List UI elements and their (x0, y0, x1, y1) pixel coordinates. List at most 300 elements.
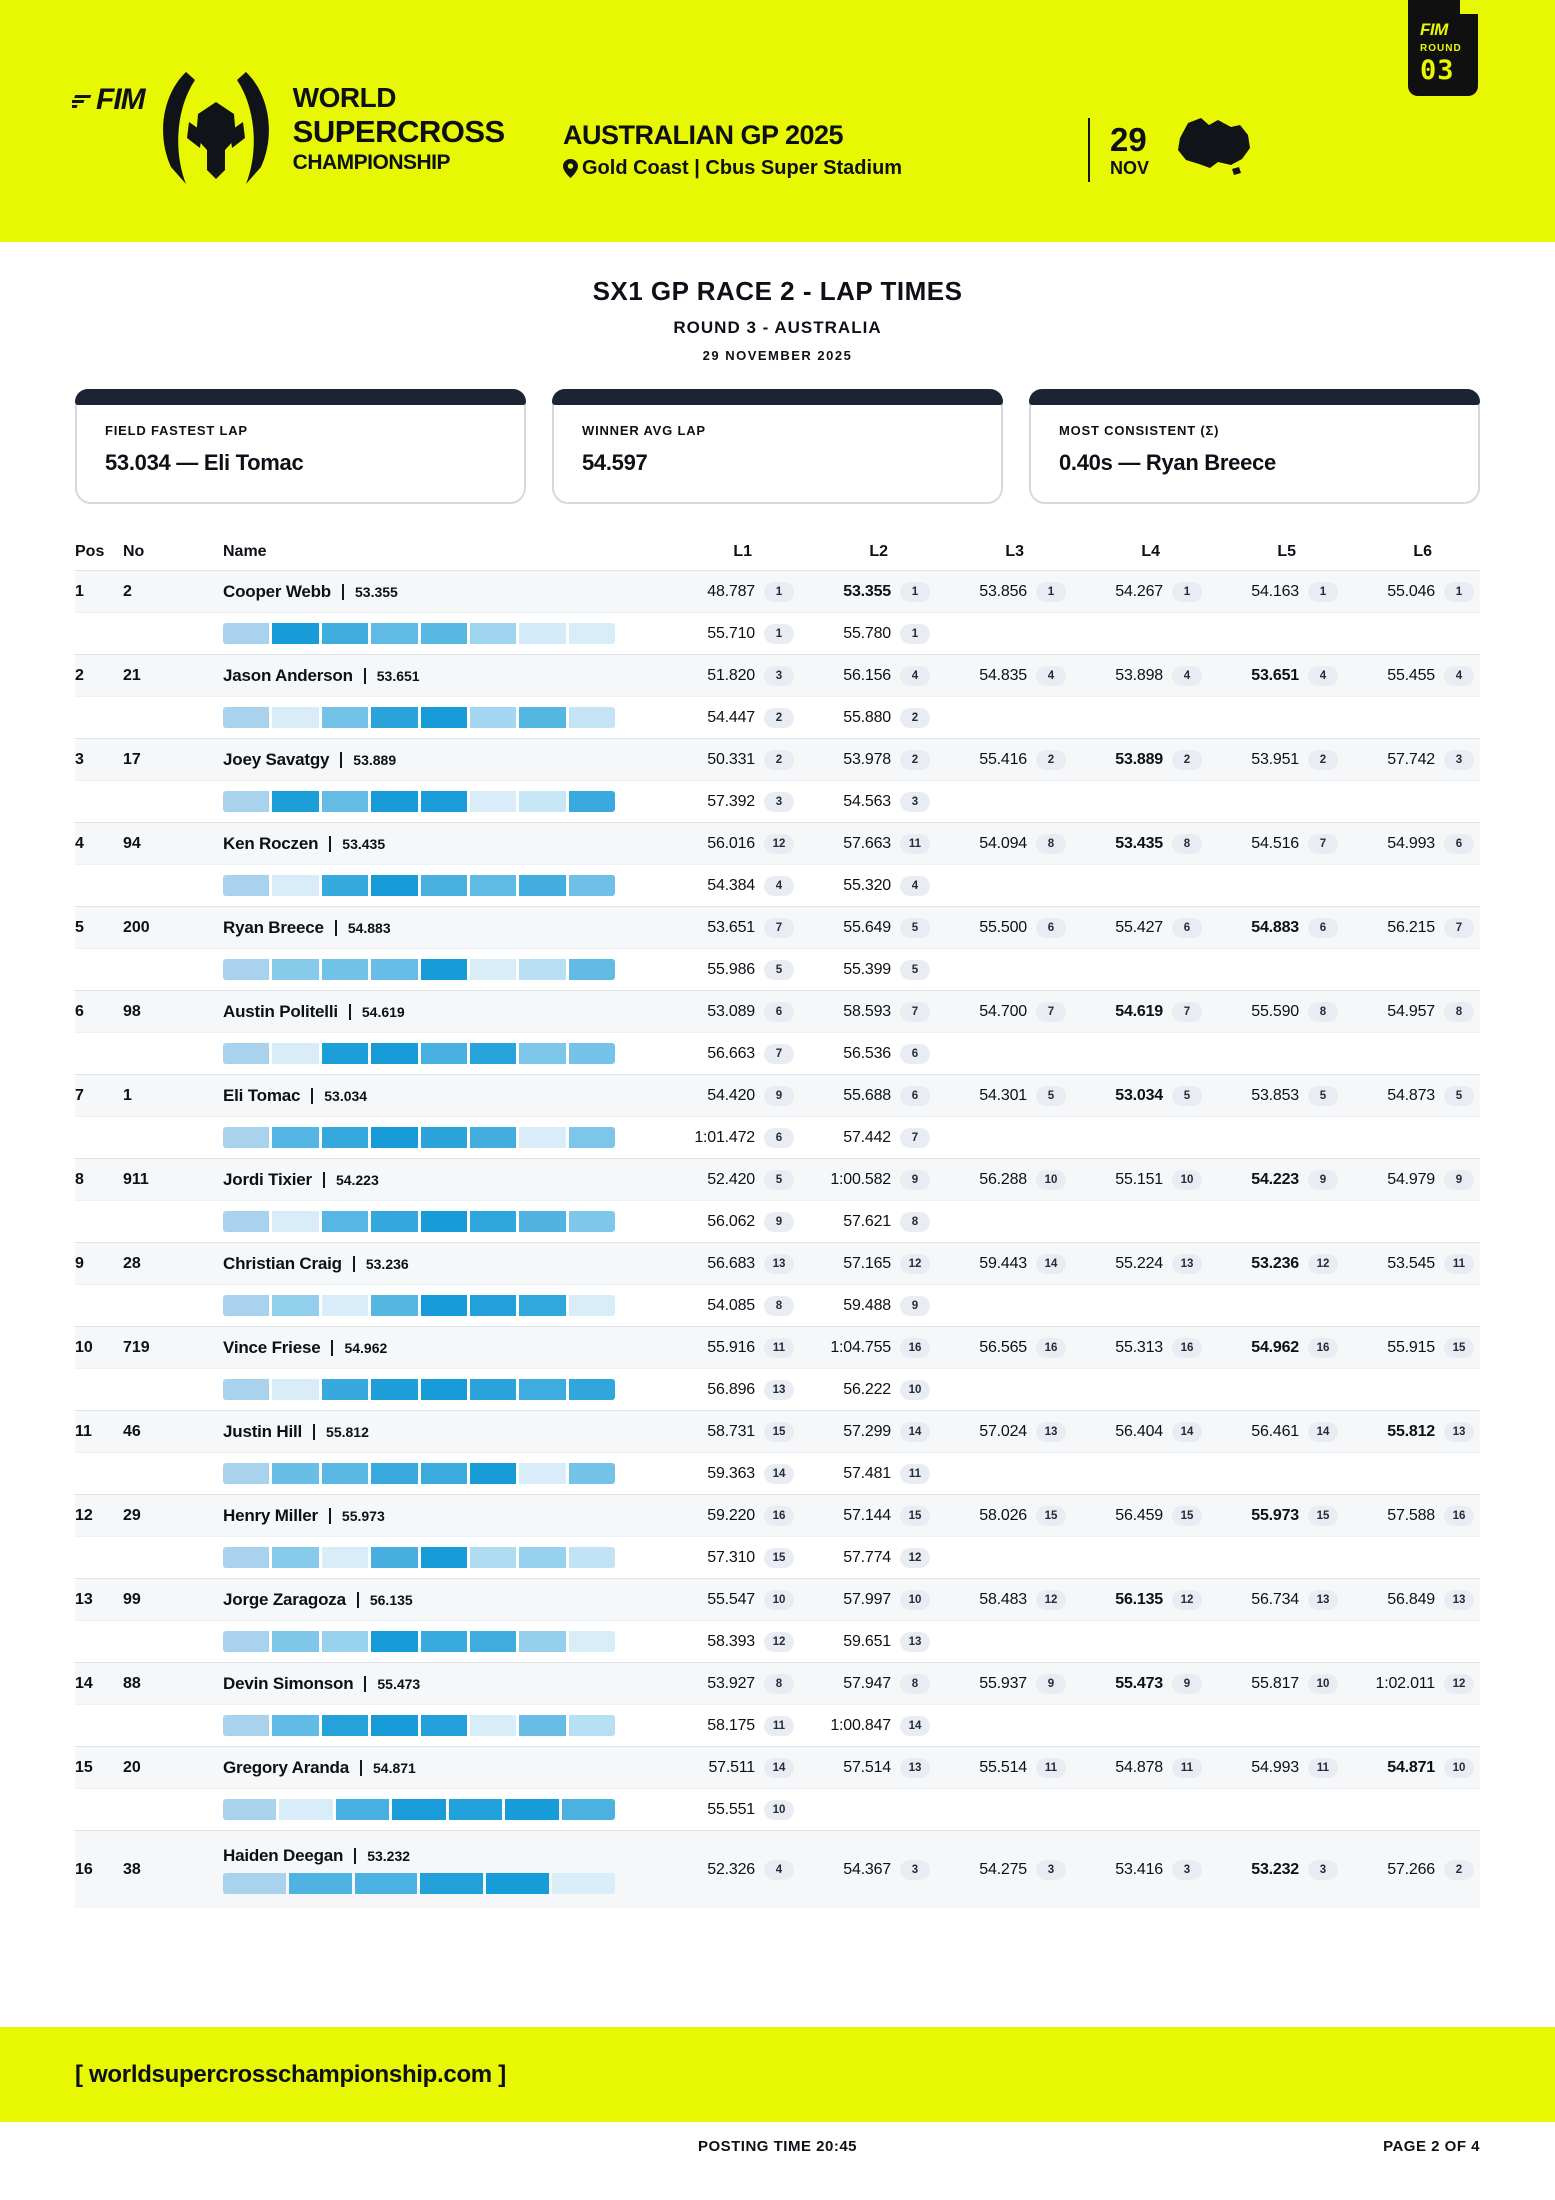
lap-time: 59.220 (707, 1506, 755, 1524)
lap-time: 54.516 (1251, 834, 1299, 852)
lap-cell (1072, 1590, 1208, 1610)
rider-name: Jordi Tixier (223, 1169, 312, 1189)
lap-time: 58.026 (979, 1506, 1027, 1524)
lap-time: 54.275 (979, 1860, 1027, 1878)
bar-segment (272, 1715, 318, 1736)
position-value: 12 (75, 1506, 93, 1524)
rank-badge: 11 (1036, 1758, 1066, 1778)
lap-time: 55.313 (1115, 1338, 1163, 1356)
rank-badge: 10 (900, 1380, 930, 1400)
lap-cell (1344, 1254, 1480, 1274)
bar-segment (519, 875, 565, 896)
lap-time: 56.222 (843, 1380, 891, 1398)
lap-time: 55.973 (1251, 1506, 1299, 1524)
position-value: 13 (75, 1590, 93, 1608)
lap-cell (1344, 1758, 1480, 1778)
bar-segment (322, 623, 368, 644)
rank-badge: 12 (900, 1254, 930, 1274)
bar-segment (371, 1715, 417, 1736)
col-header-l3: L3 (1005, 543, 1024, 560)
rank-badge: 11 (764, 1338, 794, 1358)
bar-segment (371, 1043, 417, 1064)
lap-cell (800, 1716, 936, 1736)
laptime-bar (223, 1799, 615, 1820)
bar-segment (371, 875, 417, 896)
rider-row (75, 906, 1480, 948)
bar-segment (322, 875, 368, 896)
lap-time: 56.016 (707, 834, 755, 852)
rank-badge: 13 (1036, 1422, 1066, 1442)
rank-badge: 7 (764, 1044, 794, 1064)
laptime-bar (223, 623, 615, 644)
lap-cell (800, 666, 936, 686)
lap-cell (1208, 666, 1344, 686)
lap-cell (1072, 1086, 1208, 1106)
rank-badge: 6 (764, 1002, 794, 1022)
rider-group (75, 738, 1480, 822)
rider-row (75, 822, 1480, 864)
date-day: 29 (1110, 121, 1147, 158)
lap-cell (936, 1338, 1072, 1358)
bar-segment (519, 1295, 565, 1316)
lap-cell (664, 1506, 800, 1526)
lap-cell (664, 1674, 800, 1694)
lap-time: 54.835 (979, 666, 1027, 684)
rank-badge: 2 (1444, 1860, 1474, 1880)
lap-cell (1344, 1422, 1480, 1442)
bar-cell (223, 1799, 664, 1820)
bar-segment (371, 707, 417, 728)
bar-segment (421, 875, 467, 896)
rider-name-wrap (223, 1846, 615, 1894)
bar-segment (421, 1379, 467, 1400)
rider-name: Haiden Deegan (223, 1845, 344, 1865)
lap-cell (1072, 1422, 1208, 1442)
bar-segment (569, 623, 615, 644)
rider-name-cell (223, 1002, 664, 1022)
rider-best-lap: 53.236 (365, 1255, 409, 1272)
lap-cell (664, 876, 800, 896)
position-value: 6 (75, 1002, 84, 1020)
lap-time: 1:00.847 (830, 1716, 891, 1734)
rank-badge: 10 (1036, 1170, 1066, 1190)
brand-line-3: CHAMPIONSHIP (292, 150, 451, 174)
rider-group (75, 1326, 1480, 1410)
lap-time: 55.916 (707, 1338, 755, 1356)
rider-best-lap: 53.651 (376, 667, 420, 684)
rider-name-cell (223, 1846, 664, 1894)
card-value: 0.40s — Ryan Breece (1059, 450, 1276, 475)
lap-cell (664, 582, 800, 602)
lap-cell (800, 1170, 936, 1190)
lap-time: 53.951 (1251, 750, 1299, 768)
position-value: 14 (75, 1674, 93, 1692)
lap-time: 55.151 (1115, 1170, 1163, 1188)
rider-name: Ken Roczen (223, 833, 319, 853)
extra-laps-row (75, 1620, 1480, 1662)
rider-name-cell (223, 1506, 664, 1526)
lap-time: 53.236 (1251, 1254, 1299, 1272)
laptime-bar (223, 1379, 615, 1400)
bar-segment (569, 1211, 615, 1232)
rank-badge: 11 (764, 1716, 794, 1736)
lap-cell (800, 1860, 936, 1880)
rank-badge: 10 (1444, 1758, 1474, 1778)
lap-cell (800, 918, 936, 938)
lap-cell (664, 792, 800, 812)
name-divider (329, 1508, 331, 1524)
brand-line-2: SUPERCROSS (292, 113, 505, 149)
bar-segment (421, 1295, 467, 1316)
rank-badge: 14 (900, 1422, 930, 1442)
rank-badge: 11 (1172, 1758, 1202, 1778)
rider-name: Eli Tomac (223, 1085, 301, 1105)
summary-cards (75, 389, 1480, 504)
table-header (75, 534, 1480, 570)
rider-group (75, 1242, 1480, 1326)
rank-badge: 2 (1308, 750, 1338, 770)
lap-time: 56.404 (1115, 1422, 1163, 1440)
lap-time: 55.547 (707, 1590, 755, 1608)
rider-group (75, 1578, 1480, 1662)
bar-segment (421, 1547, 467, 1568)
position-value: 2 (75, 666, 84, 684)
lap-time: 57.947 (843, 1674, 891, 1692)
fim-logo (72, 83, 145, 117)
bar-segment (371, 623, 417, 644)
extra-laps-row (75, 696, 1480, 738)
rider-name-cell (223, 1086, 664, 1106)
lap-cell (800, 1044, 936, 1064)
extra-laps-row (75, 612, 1480, 654)
lap-cell (936, 1422, 1072, 1442)
bar-segment (289, 1873, 352, 1894)
lap-cell (1208, 1170, 1344, 1190)
bar-segment (223, 1127, 269, 1148)
rider-best-lap: 53.889 (353, 751, 397, 768)
lap-cell (800, 1212, 936, 1232)
name-divider (364, 1676, 366, 1692)
rider-name-cell (223, 1170, 664, 1190)
card-label: WINNER AVG LAP (582, 423, 706, 438)
lap-cell (664, 624, 800, 644)
bar-segment (272, 1631, 318, 1652)
card-value: 53.034 — Eli Tomac (105, 450, 304, 475)
lap-cell (1344, 1590, 1480, 1610)
rank-badge: 10 (764, 1800, 794, 1820)
rank-badge: 8 (1308, 1002, 1338, 1022)
lap-cell (664, 666, 800, 686)
lap-cell (800, 960, 936, 980)
bar-segment (355, 1873, 418, 1894)
extra-laps-row (75, 1284, 1480, 1326)
rider-name: Justin Hill (223, 1421, 303, 1441)
rank-badge: 3 (1444, 750, 1474, 770)
laptime-bar (223, 1631, 615, 1652)
bar-segment (470, 875, 516, 896)
lap-time: 55.399 (843, 960, 891, 978)
lap-time: 53.856 (979, 582, 1027, 600)
lap-cell (800, 834, 936, 854)
date-month: NOV (1110, 158, 1150, 178)
laptime-bar (223, 959, 615, 980)
name-divider (335, 920, 337, 936)
bar-segment (519, 707, 565, 728)
col-header-l2: L2 (869, 543, 888, 560)
round-badge-number: 03 (1420, 55, 1455, 86)
footer-band (0, 2027, 1555, 2122)
lap-time: 57.392 (707, 792, 755, 810)
rank-badge: 13 (764, 1380, 794, 1400)
bar-segment (421, 1127, 467, 1148)
rank-badge: 13 (900, 1632, 930, 1652)
bar-segment (322, 1463, 368, 1484)
lap-cell (1072, 834, 1208, 854)
rank-badge: 4 (764, 1860, 794, 1880)
rank-badge: 5 (764, 1170, 794, 1190)
lap-cell (936, 918, 1072, 938)
bar-segment (569, 1463, 615, 1484)
bar-segment (486, 1873, 549, 1894)
lap-cell (800, 1758, 936, 1778)
rider-number: 2 (123, 582, 132, 600)
bar-segment (371, 1295, 417, 1316)
col-header-no: No (123, 543, 145, 560)
rider-name-cell (223, 1338, 664, 1358)
laptime-bar (223, 791, 615, 812)
bar-segment (421, 959, 467, 980)
rider-number: 21 (123, 666, 141, 684)
rider-name-line (223, 1846, 615, 1866)
footer (0, 2027, 1555, 2200)
lap-cell (1208, 1254, 1344, 1274)
lap-cell (664, 1002, 800, 1022)
name-divider (329, 836, 331, 852)
extra-laps-row (75, 1788, 1480, 1830)
bar-segment (421, 1043, 467, 1064)
bar-segment (223, 875, 269, 896)
lap-time: 53.232 (1251, 1860, 1299, 1878)
laptime-bar (223, 1715, 615, 1736)
rank-badge: 5 (900, 960, 930, 980)
rank-badge: 15 (1444, 1338, 1474, 1358)
date-divider (1088, 118, 1090, 182)
lap-time: 53.034 (1115, 1086, 1163, 1104)
lap-cell (936, 1860, 1072, 1880)
lap-time: 57.310 (707, 1548, 755, 1566)
rank-badge: 7 (1308, 834, 1338, 854)
name-divider (323, 1172, 325, 1188)
card-value: 54.597 (582, 450, 648, 475)
bar-segment (569, 707, 615, 728)
lap-time: 55.514 (979, 1758, 1027, 1776)
col-header-l4: L4 (1141, 543, 1160, 560)
lap-time: 57.621 (843, 1212, 891, 1230)
lap-table (75, 534, 1480, 1908)
lap-cell (1072, 1002, 1208, 1022)
rank-badge: 1 (1308, 582, 1338, 602)
lap-cell (1208, 1674, 1344, 1694)
rank-badge: 15 (1036, 1506, 1066, 1526)
lap-time: 57.774 (843, 1548, 891, 1566)
lap-cell (664, 1086, 800, 1106)
bar-cell (223, 791, 664, 812)
lap-time: 54.085 (707, 1296, 755, 1314)
lap-time: 55.224 (1115, 1254, 1163, 1272)
rider-row (75, 1410, 1480, 1452)
position-value: 11 (75, 1422, 92, 1440)
position-value: 16 (75, 1860, 93, 1878)
rank-badge: 9 (1036, 1674, 1066, 1694)
rider-group (75, 1830, 1480, 1908)
bar-segment (519, 1631, 565, 1652)
lap-time: 56.461 (1251, 1422, 1299, 1440)
rank-badge: 11 (900, 834, 930, 854)
rank-badge: 16 (1444, 1506, 1474, 1526)
lap-cell (664, 1170, 800, 1190)
lap-time: 53.927 (707, 1674, 755, 1692)
laptime-bar (223, 1873, 615, 1894)
bar-segment (569, 1631, 615, 1652)
bar-segment (470, 623, 516, 644)
bar-segment (223, 1295, 269, 1316)
rank-badge: 8 (900, 1212, 930, 1232)
rider-number: 719 (123, 1338, 150, 1356)
lap-time: 55.551 (707, 1800, 755, 1818)
lap-cell (800, 876, 936, 896)
bar-segment (223, 1631, 269, 1652)
bar-segment (272, 1463, 318, 1484)
page-date: 29 NOVEMBER 2025 (702, 348, 853, 363)
lap-cell (936, 666, 1072, 686)
lap-time: 54.163 (1251, 582, 1299, 600)
name-divider (353, 1256, 355, 1272)
lap-cell (1072, 1506, 1208, 1526)
lap-time: 54.420 (707, 1086, 755, 1104)
bar-segment (371, 1379, 417, 1400)
lap-time: 55.688 (843, 1086, 891, 1104)
lap-time: 59.443 (979, 1254, 1027, 1272)
bar-segment (223, 1043, 269, 1064)
rider-name: Cooper Webb (223, 581, 331, 601)
rank-badge: 7 (1036, 1002, 1066, 1022)
bar-segment (519, 1211, 565, 1232)
bar-segment (223, 1547, 269, 1568)
event-location (563, 157, 902, 180)
lap-cell (664, 1254, 800, 1274)
lap-cell (800, 1464, 936, 1484)
rider-best-lap: 53.034 (324, 1087, 368, 1104)
bar-segment (421, 1715, 467, 1736)
lap-time: 55.500 (979, 918, 1027, 936)
rider-best-lap: 53.435 (342, 835, 386, 852)
rank-badge: 3 (764, 792, 794, 812)
rider-best-lap: 53.232 (367, 1847, 411, 1864)
rank-badge: 15 (1308, 1506, 1338, 1526)
rank-badge: 13 (764, 1254, 794, 1274)
lap-cell (1208, 1506, 1344, 1526)
lap-time: 55.937 (979, 1674, 1027, 1692)
rank-badge: 7 (900, 1128, 930, 1148)
lap-time: 54.979 (1387, 1170, 1435, 1188)
rank-badge: 14 (900, 1716, 930, 1736)
rider-number: 17 (123, 750, 141, 768)
rank-badge: 3 (764, 666, 794, 686)
position-value: 3 (75, 750, 84, 768)
bar-segment (569, 959, 615, 980)
rider-number: 99 (123, 1590, 141, 1608)
lap-cell (800, 1380, 936, 1400)
bar-segment (322, 959, 368, 980)
rider-name-cell (223, 1674, 664, 1694)
bar-segment (421, 1463, 467, 1484)
bar-segment (421, 623, 467, 644)
lap-time: 56.215 (1387, 918, 1435, 936)
rank-badge: 5 (764, 960, 794, 980)
col-header-pos: Pos (75, 543, 105, 560)
rider-name-cell (223, 834, 664, 854)
rider-number: 46 (123, 1422, 141, 1440)
name-divider (313, 1424, 315, 1440)
lap-time: 53.889 (1115, 750, 1163, 768)
rank-badge: 6 (1308, 918, 1338, 938)
rider-number: 38 (123, 1860, 141, 1878)
lap-time: 55.455 (1387, 666, 1435, 684)
rank-badge: 4 (900, 876, 930, 896)
lap-cell (1208, 1590, 1344, 1610)
bar-segment (223, 1873, 286, 1894)
event-block (563, 120, 902, 180)
round-badge-label: ROUND (1420, 43, 1462, 54)
lap-time: 55.046 (1387, 582, 1435, 600)
lap-cell (1344, 1860, 1480, 1880)
lap-cell (1344, 1338, 1480, 1358)
lap-time: 51.820 (707, 666, 755, 684)
bar-segment (569, 1715, 615, 1736)
bar-segment (223, 707, 269, 728)
rider-best-lap: 54.962 (344, 1339, 388, 1356)
lap-time: 59.488 (843, 1296, 891, 1314)
rider-row (75, 990, 1480, 1032)
lap-time: 59.363 (707, 1464, 755, 1482)
lap-time: 57.442 (843, 1128, 891, 1146)
rank-badge: 14 (1308, 1422, 1338, 1442)
rank-badge: 9 (1308, 1170, 1338, 1190)
position-value: 1 (75, 582, 84, 600)
rider-row (75, 1494, 1480, 1536)
lap-cell (664, 834, 800, 854)
rider-group (75, 1410, 1480, 1494)
rank-badge: 7 (1444, 918, 1474, 938)
bar-segment (470, 1295, 516, 1316)
event-location-text: Gold Coast | Cbus Super Stadium (582, 157, 903, 179)
rank-badge: 12 (900, 1548, 930, 1568)
bar-segment (272, 959, 318, 980)
rank-badge: 5 (1444, 1086, 1474, 1106)
lap-time: 54.962 (1251, 1338, 1299, 1356)
rider-name: Joey Savatgy (223, 749, 330, 769)
rank-badge: 6 (1444, 834, 1474, 854)
rank-badge: 15 (1172, 1506, 1202, 1526)
rider-number: 20 (123, 1758, 141, 1776)
rider-name-cell (223, 666, 664, 686)
lap-time: 1:04.755 (830, 1338, 891, 1356)
location-pin-icon (563, 159, 578, 178)
lap-time: 57.024 (979, 1422, 1027, 1440)
lap-time: 58.731 (707, 1422, 755, 1440)
lap-time: 56.683 (707, 1254, 755, 1272)
lap-time: 54.619 (1115, 1002, 1163, 1020)
